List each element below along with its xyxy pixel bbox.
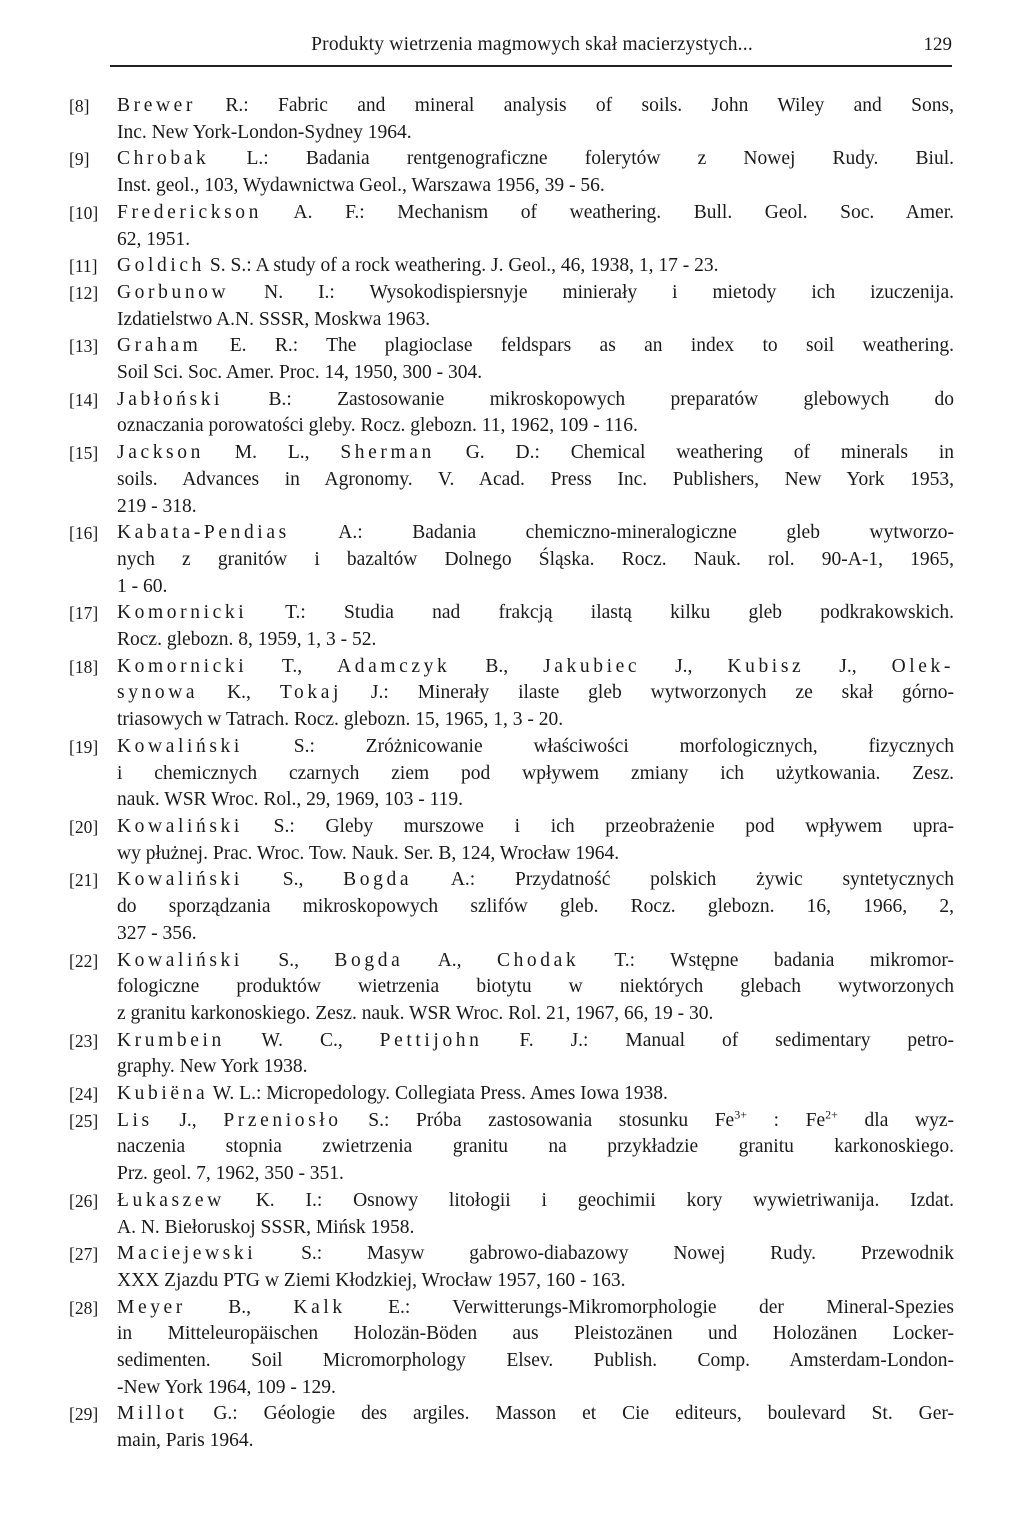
reference-line — [117, 574, 954, 601]
author-name: Brewer — [117, 95, 196, 116]
author-name: Komornicki — [117, 602, 248, 624]
reference-segment: F. J.: Manual of sedimentary petro- — [482, 1029, 954, 1051]
reference-segment: T.: Studia nad frakcją ilastą kilku gleb podkrakowskich. — [247, 602, 954, 624]
reference-line — [117, 680, 954, 707]
author-name: Krumbein — [117, 1029, 225, 1051]
reference-line — [117, 1428, 954, 1455]
reference-line — [117, 200, 954, 227]
author-name: Łukaszew — [117, 1189, 225, 1211]
reference-entry — [69, 600, 954, 653]
reference-line — [117, 440, 954, 467]
reference-text — [117, 1108, 954, 1188]
reference-number: [21] — [69, 870, 99, 891]
reference-segment: dla wyz- — [837, 1109, 954, 1131]
reference-text — [117, 93, 954, 146]
reference-line — [117, 1161, 954, 1188]
author-name: Kubisz — [727, 655, 805, 677]
reference-segment: 62, 1951. — [117, 228, 191, 250]
reference-number: [8] — [69, 96, 90, 116]
author-name: Pettijohn — [379, 1029, 483, 1051]
reference-text — [117, 1401, 954, 1454]
reference-segment: A.: Przydatność polskich żywic syntetycznych — [412, 869, 954, 891]
reference-segment: T., — [247, 655, 338, 677]
reference-text — [117, 280, 954, 333]
reference-text — [117, 1188, 954, 1241]
reference-line — [117, 1295, 954, 1322]
reference-line — [117, 894, 954, 921]
reference-line — [117, 280, 954, 307]
superscript: 3+ — [734, 1107, 747, 1122]
running-header — [112, 30, 952, 64]
reference-segment: K., — [198, 682, 280, 704]
author-name: Sherman — [340, 442, 435, 464]
reference-line — [117, 120, 954, 147]
reference-entry — [69, 1241, 954, 1294]
reference-number: [24] — [69, 1084, 99, 1105]
reference-line — [117, 1215, 954, 1242]
reference-number: [19] — [69, 736, 99, 757]
reference-number: [22] — [69, 950, 99, 971]
author-name: Kowaliński — [117, 815, 243, 837]
reference-line — [117, 948, 954, 975]
reference-entry — [69, 1028, 954, 1081]
reference-segment: A. F.: Mechanism of weathering. Bull. Geol. Soc. Amer. — [262, 201, 954, 223]
reference-entry — [69, 253, 954, 280]
reference-entry — [69, 1108, 954, 1188]
author-name: Gorbunow — [117, 281, 230, 303]
reference-line — [117, 520, 954, 547]
author-name: Meyer — [117, 1296, 186, 1318]
reference-number: [9] — [69, 149, 90, 170]
reference-line — [117, 1268, 954, 1295]
author-name: Lis — [117, 1109, 153, 1131]
reference-segment: nauk. WSR Wroc. Rol., 29, 1969, 103 - 119. — [117, 789, 464, 811]
reference-line — [117, 547, 954, 574]
reference-line — [117, 1134, 954, 1161]
reference-line — [117, 307, 954, 334]
reference-segment: J., — [152, 1109, 224, 1131]
reference-line — [117, 1241, 954, 1268]
reference-segment: M. L., — [203, 442, 341, 464]
reference-line — [117, 627, 954, 654]
reference-number: [23] — [69, 1030, 99, 1051]
superscript: 2+ — [825, 1107, 838, 1122]
running-title: Produkty wietrzenia magmowych skał macierzystych... — [311, 34, 753, 55]
author-name: synowa — [117, 682, 199, 704]
reference-line — [117, 707, 954, 734]
reference-line — [117, 1375, 954, 1402]
reference-number: [27] — [69, 1244, 99, 1265]
reference-segment: 1 - 60. — [117, 575, 168, 597]
reference-segment: Prz. geol. 7, 1962, 350 - 351. — [117, 1163, 344, 1185]
reference-line — [117, 360, 954, 387]
reference-segment: oznaczania porowatości gleby. Rocz. glebozn. 11, 1962, 109 - 116. — [117, 415, 638, 437]
reference-entry — [69, 333, 954, 386]
reference-segment: W. L.: Micropedology. Collegiata Press. Ames Iowa 1938. — [208, 1083, 668, 1105]
reference-number: [10] — [69, 202, 99, 223]
reference-segment: z granitu karkonoskiego. Zesz. nauk. WSR Wroc. Rol. 21, 1967, 66, 19 - 30. — [117, 1002, 714, 1024]
reference-segment: fologiczne produktów wietrzenia biotytu w niektórych glebach wytworzonych — [117, 976, 954, 998]
reference-text — [117, 146, 954, 199]
reference-text — [117, 1241, 954, 1294]
reference-line — [117, 1188, 954, 1215]
reference-segment: S., — [242, 949, 335, 971]
author-name: Przeniosło — [223, 1109, 342, 1131]
reference-number: [11] — [69, 256, 98, 277]
reference-segment: K. I.: Osnowy litołogii i geochimii kory wywietriwanija. Izdat. — [224, 1189, 954, 1211]
reference-segment: graphy. New York 1938. — [117, 1056, 308, 1078]
reference-text — [117, 654, 954, 734]
reference-segment: XXX Zjazdu PTG w Ziemi Kłodzkiej, Wrocław 1957, 160 - 163. — [117, 1269, 626, 1291]
reference-entry — [69, 814, 954, 867]
author-name: Kowaliński — [117, 735, 243, 757]
reference-text — [117, 734, 954, 814]
reference-entry — [69, 654, 954, 734]
reference-segment: N. I.: Wysokodispiersnyje minierały i mietody ich izuczenija. — [229, 281, 954, 303]
author-name: Bogda — [334, 949, 404, 971]
reference-text — [117, 440, 954, 520]
author-name: Jackson — [117, 442, 204, 464]
reference-line — [117, 1348, 954, 1375]
reference-line — [117, 734, 954, 761]
reference-segment: : Fe — [746, 1109, 826, 1131]
author-name: Kalk — [293, 1296, 346, 1318]
reference-segment: triasowych w Tatrach. Rocz. glebozn. 15, 1965, 1, 3 - 20. — [117, 709, 564, 731]
reference-segment: naczenia stopnia zwietrzenia granitu na przykładzie granitu karkonoskiego. — [117, 1136, 954, 1158]
reference-number: [28] — [69, 1297, 99, 1318]
reference-entry — [69, 93, 954, 146]
reference-segment: B., — [450, 655, 544, 677]
reference-segment: Inc. New York-London-Sydney 1964. — [117, 121, 412, 143]
reference-text — [117, 520, 954, 600]
author-name: Goldich — [117, 255, 206, 277]
reference-number: [26] — [69, 1190, 99, 1211]
reference-text — [117, 948, 954, 1028]
reference-text — [117, 1028, 954, 1081]
author-name: Millot — [117, 1403, 188, 1425]
reference-segment: J.: Minerały ilaste gleb wytworzonych ze skał górno- — [341, 682, 954, 704]
reference-segment: B.: Zastosowanie mikroskopowych preparatów glebowych do — [223, 388, 954, 410]
reference-number: [17] — [69, 603, 99, 624]
reference-segment: G. D.: Chemical weathering of minerals in — [434, 442, 954, 464]
reference-segment: Inst. geol., 103, Wydawnictwa Geol., Warszawa 1956, 39 - 56. — [117, 175, 605, 197]
reference-entry — [69, 1188, 954, 1241]
reference-segment: sedimenten. Soil Micromorphology Elsev. Publish. Comp. Amsterdam-London- — [117, 1350, 954, 1372]
author-name: Tokaj — [279, 682, 342, 704]
reference-text — [117, 387, 954, 440]
reference-segment: Rocz. glebozn. 8, 1959, 1, 3 - 52. — [117, 629, 377, 651]
reference-line — [117, 841, 954, 868]
reference-entry — [69, 948, 954, 1028]
reference-segment: nych z granitów i bazaltów Dolnego Śląska. Rocz. Nauk. rol. 90-A-1, 1965, — [117, 548, 954, 570]
reference-segment: in Mitteleuropäischen Holozän-Böden aus Pleistozänen und Holozänen Locker- — [117, 1323, 954, 1345]
reference-segment: S.: Zróżnicowanie właściwości morfologicznych, fizycznych — [242, 735, 954, 757]
header-rule — [110, 65, 952, 67]
reference-line — [117, 1001, 954, 1028]
page-number: 129 — [923, 34, 952, 55]
reference-entry — [69, 1401, 954, 1454]
author-name: Chodak — [496, 949, 580, 971]
author-name: Jabłoński — [117, 388, 224, 410]
reference-line — [117, 921, 954, 948]
reference-text — [117, 1295, 954, 1402]
reference-segment: J., — [804, 655, 892, 677]
author-name: Adamczyk — [337, 655, 451, 677]
reference-line — [117, 146, 954, 173]
reference-segment: A., — [403, 949, 497, 971]
reference-segment: S., — [242, 869, 344, 891]
reference-line — [117, 974, 954, 1001]
reference-line — [117, 1108, 954, 1135]
reference-entry — [69, 867, 954, 947]
reference-line — [117, 867, 954, 894]
author-name: Kabata-Pendias — [117, 522, 290, 544]
author-name: Olek- — [891, 655, 954, 677]
reference-segment: R.: Fabric and mineral analysis of soils. John Wiley and Sons, — [196, 95, 954, 116]
reference-segment: L.: Badania rentgenograficzne folerytów z Nowej Rudy. Biul. — [209, 148, 954, 170]
reference-line — [117, 1401, 954, 1428]
reference-line — [117, 814, 954, 841]
reference-segment: -New York 1964, 109 - 129. — [117, 1376, 336, 1398]
reference-number: [16] — [69, 523, 99, 544]
reference-text — [117, 333, 954, 386]
reference-line — [117, 1028, 954, 1055]
reference-line — [117, 1081, 954, 1108]
reference-segment: E.: Verwitterungs-Mikromorphologie der Mineral-Spezies — [345, 1296, 954, 1318]
author-name: Jakubiec — [543, 655, 641, 677]
reference-entry — [69, 1081, 954, 1108]
reference-text — [117, 867, 954, 947]
reference-entry — [69, 520, 954, 600]
reference-line — [117, 333, 954, 360]
reference-segment: J., — [640, 655, 728, 677]
reference-entry — [69, 734, 954, 814]
reference-segment: S.: Próba zastosowania stosunku Fe — [341, 1109, 735, 1131]
reference-line — [117, 253, 954, 280]
reference-text — [117, 1081, 954, 1108]
reference-number: [13] — [69, 336, 99, 357]
reference-segment: Soil Sci. Soc. Amer. Proc. 14, 1950, 300 - 304. — [117, 362, 483, 384]
author-name: Chrobak — [117, 148, 210, 170]
reference-entry — [69, 200, 954, 253]
reference-segment: S. S.: A study of a rock weathering. J. Geol., 46, 1938, 1, 17 - 23. — [205, 255, 719, 277]
reference-number: [20] — [69, 816, 99, 837]
reference-segment: do sporządzania mikroskopowych szlifów gleb. Rocz. glebozn. 16, 1966, 2, — [117, 896, 954, 918]
reference-number: [12] — [69, 282, 99, 303]
reference-number: [25] — [69, 1110, 99, 1131]
reference-entry — [69, 387, 954, 440]
author-name: Bogda — [343, 869, 413, 891]
reference-line — [117, 494, 954, 521]
reference-line — [117, 387, 954, 414]
reference-entry — [69, 1295, 954, 1402]
reference-segment: S.: Masyw gabrowo-diabazowy Nowej Rudy. Przewodnik — [256, 1243, 954, 1265]
reference-line — [117, 227, 954, 254]
reference-list — [69, 93, 954, 1455]
author-name: Kowaliński — [117, 869, 243, 891]
reference-segment: A. N. Biełoruskoj SSSR, Mińsk 1958. — [117, 1216, 415, 1238]
reference-segment: E. R.: The plagioclase feldspars as an index to soil weathering. — [201, 335, 954, 357]
reference-line — [117, 173, 954, 200]
reference-line — [117, 600, 954, 627]
reference-segment: 327 - 356. — [117, 922, 197, 944]
author-name: Kubiëna — [117, 1083, 209, 1105]
reference-line — [117, 1321, 954, 1348]
reference-line — [117, 654, 954, 681]
reference-text — [117, 200, 954, 253]
reference-segment: wy płużnej. Prac. Wroc. Tow. Nauk. Ser. B, 124, Wrocław 1964. — [117, 842, 620, 864]
author-name: Graham — [117, 335, 202, 357]
reference-segment: S.: Gleby murszowe i ich przeobrażenie pod wpływem upra- — [242, 815, 954, 837]
reference-segment: A.: Badania chemiczno-mineralogiczne gleb wytworzo- — [289, 522, 954, 544]
reference-text — [117, 814, 954, 867]
reference-number: [18] — [69, 656, 99, 677]
reference-number: [15] — [69, 443, 99, 464]
reference-text — [117, 253, 954, 280]
reference-line — [117, 93, 954, 120]
reference-segment: B., — [185, 1296, 294, 1318]
reference-number: [29] — [69, 1404, 99, 1425]
reference-segment: 219 - 318. — [117, 495, 197, 517]
author-name: Maciejewski — [117, 1243, 257, 1265]
reference-segment: G.: Géologie des argiles. Masson et Cie editeurs, boulevard St. Ger- — [187, 1403, 954, 1425]
reference-entry — [69, 280, 954, 333]
reference-segment: main, Paris 1964. — [117, 1430, 254, 1452]
reference-segment: W. C., — [224, 1029, 380, 1051]
reference-line — [117, 761, 954, 788]
reference-text — [117, 600, 954, 653]
reference-number: [14] — [69, 389, 99, 410]
reference-line — [117, 1054, 954, 1081]
author-name: Komornicki — [117, 655, 248, 677]
reference-line — [117, 413, 954, 440]
reference-entry — [69, 440, 954, 520]
author-name: Frederickson — [117, 201, 263, 223]
reference-segment: T.: Wstępne badania mikromor- — [579, 949, 954, 971]
reference-segment: Izdatielstwo A.N. SSSR, Moskwa 1963. — [117, 308, 431, 330]
reference-segment: i chemicznych czarnych ziem pod wpływem zmiany ich użytkowania. Zesz. — [117, 762, 954, 784]
author-name: Kowaliński — [117, 949, 243, 971]
reference-line — [117, 787, 954, 814]
reference-line — [117, 467, 954, 494]
reference-segment: soils. Advances in Agronomy. V. Acad. Press Inc. Publishers, New York 1953, — [117, 468, 954, 490]
reference-entry — [69, 146, 954, 199]
